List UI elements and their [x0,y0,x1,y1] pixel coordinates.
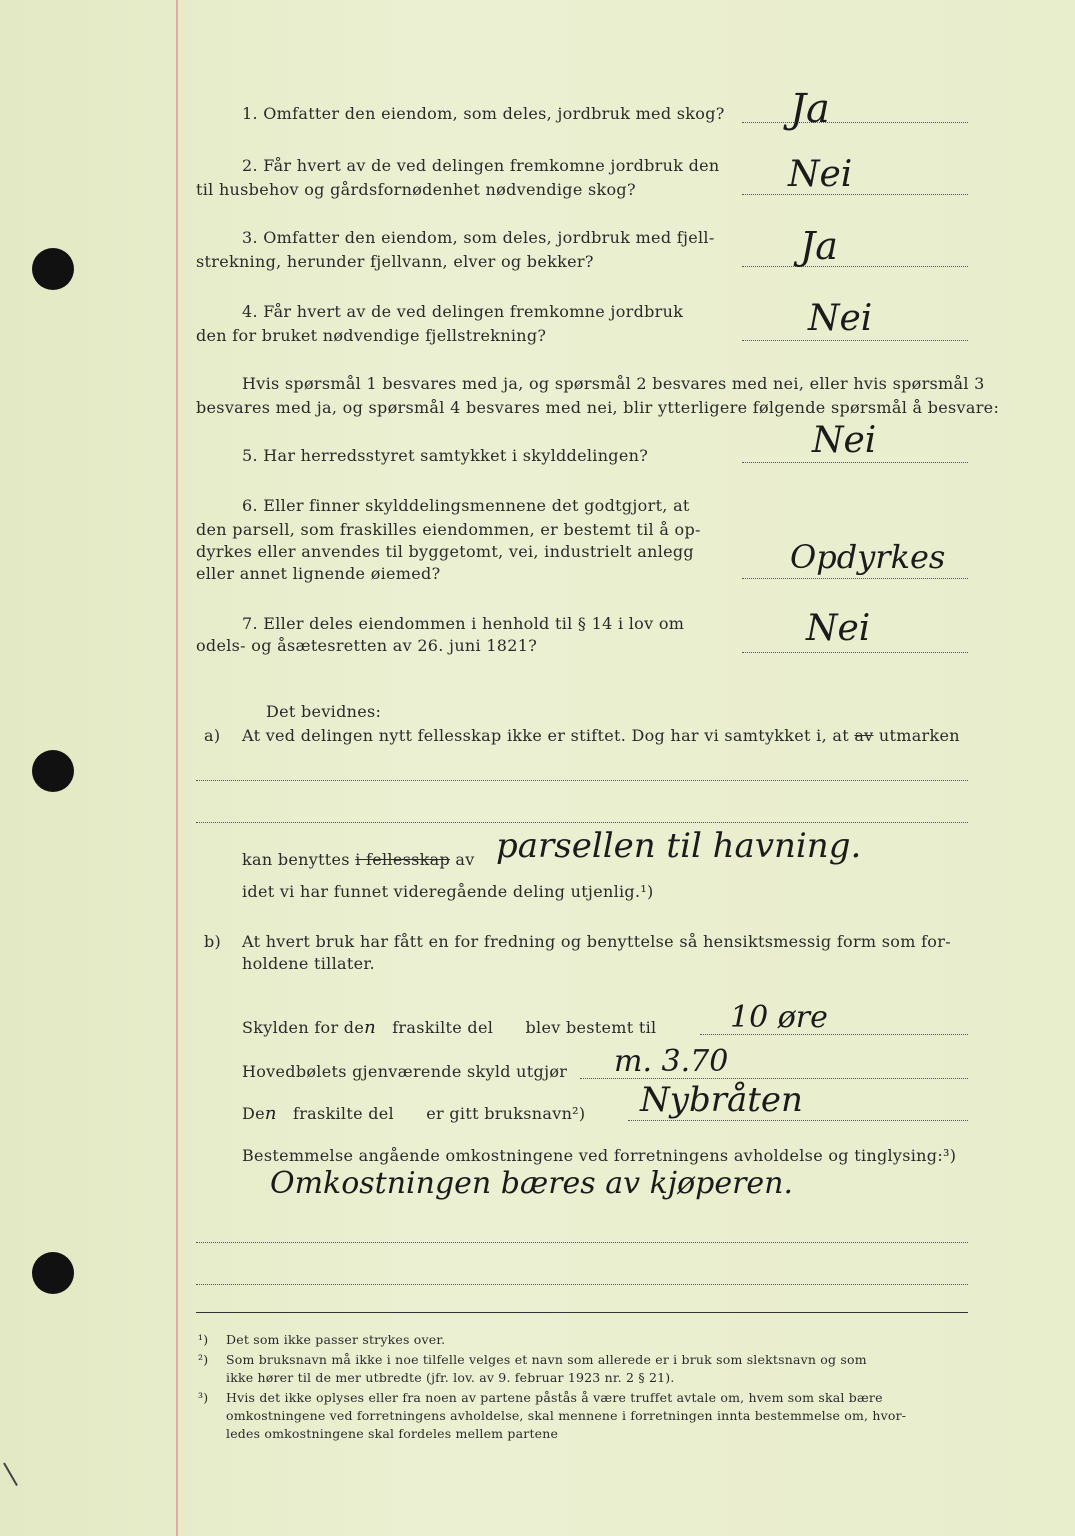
footnote-separator [196,1312,968,1313]
footnote-3-line-3: ledes omkostningene skal fordeles mellem partene [226,1426,559,1441]
handwritten-havning: parsellen til havning. [496,826,862,866]
answer-line-3 [742,266,968,267]
punch-hole-top [32,248,74,290]
question-7-line-2: odels- og åsætesretten av 26. juni 1821? [196,636,538,655]
answer-line-1 [742,122,968,123]
question-4-line-2: den for bruket nødvendige fjellstrekning? [196,326,547,345]
bruksnavn-line: Den fraskilte del er gitt bruksnavn²) [242,1103,586,1124]
answer-line-6 [742,578,968,579]
skyld-line: Skylden for den fraskilte del blev bestemt til [242,1017,657,1038]
question-6-line-3: dyrkes eller anvendes til byggetomt, vei, industrielt anlegg [196,542,694,561]
punch-hole-bottom [32,1252,74,1294]
answer-4: Nei [808,298,873,339]
idet-line: idet vi har funnet videregående deling utjenlig.¹) [242,882,654,901]
certification-heading: Det bevidnes: [266,702,382,721]
question-3-line-1: 3. Omfatter den eiendom, som deles, jordbruk med fjell- [242,228,715,247]
footnote-3-line-1: Hvis det ikke oplyses eller fra noen av partene påstås å være truffet avtale om, hvem som skal bære [226,1390,883,1405]
answer-line-4 [742,340,968,341]
cost-value: Omkostningen bæres av kjøperen. [270,1166,794,1201]
item-b-line-2: holdene tillater. [242,954,375,973]
answer-5: Nei [812,420,877,461]
answer-line-5 [742,462,968,463]
item-a-label: a) [204,726,221,745]
question-3-line-2: strekning, herunder fjellvann, elver og bekker? [196,252,594,271]
red-margin-line [176,0,178,1536]
skyld-value: 10 øre [730,1000,828,1035]
blank-line-a2 [196,822,968,823]
blank-line-cost-1 [196,1242,968,1243]
question-2-line-2: til husbehov og gårdsfornødenhet nødvendige skog? [196,180,636,199]
punch-hole-middle [32,750,74,792]
footnote-3-line-2: omkostningene ved forretningens avholdelse, skal mennene i forretningen innta bestemmelse om, hvor- [226,1408,907,1423]
answer-2: Nei [788,154,853,195]
struck-word: av [854,726,874,745]
bruksnavn-dots [628,1120,968,1121]
footnote-2-line-2: ikke hører til de mer utbredte (jfr. lov. av 9. februar 1923 nr. 2 § 21). [226,1370,675,1385]
page-mark [3,1463,18,1487]
question-5-text: 5. Har herredsstyret samtykket i skylddelingen? [242,446,649,465]
answer-7: Nei [806,608,871,649]
conditional-intro-line-1: Hvis spørsmål 1 besvares med ja, og spørsmål 2 besvares med nei, eller hvis spørsmål 3 [242,374,985,393]
footnote-2-line-1: Som bruksnavn må ikke i noe tilfelle velges et navn som allerede er i bruk som slektsnavn og som [226,1352,867,1367]
conditional-intro-line-2: besvares med ja, og spørsmål 4 besvares med nei, blir ytterligere følgende spørsmål å besvare: [196,398,1000,417]
blank-line-cost-2 [196,1284,968,1285]
cost-label: Bestemmelse angående omkostningene ved forretningens avholdelse og tinglysing:³) [242,1146,957,1165]
question-1-text: 1. Omfatter den eiendom, som deles, jordbruk med skog? [242,104,725,123]
answer-1: Ja [790,86,830,132]
item-b-label: b) [204,932,222,951]
question-4-line-1: 4. Får hvert av de ved delingen fremkomne jordbruk [242,302,684,321]
answer-line-2 [742,194,968,195]
question-7-line-1: 7. Eller deles eiendommen i henhold til § 14 i lov om [242,614,685,633]
item-b-line-1: At hvert bruk har fått en for fredning og benyttelse så hensiktsmessig form som for- [242,932,951,951]
hovedbol-label: Hovedbølets gjenværende skyld utgjør [242,1062,568,1081]
footnote-1-text: Det som ikke passer strykes over. [226,1332,446,1347]
kan-benyttes-line: kan benyttes i fellesskap av [242,850,475,869]
question-6-line-1: 6. Eller finner skylddelingsmennene det godtgjort, at [242,496,690,515]
question-6-line-4: eller annet lignende øiemed? [196,564,441,583]
footnote-1-mark: ¹) [198,1332,209,1347]
footnote-3-mark: ³) [198,1390,209,1405]
blank-line-a1 [196,780,968,781]
question-6-line-2: den parsell, som fraskilles eiendommen, er bestemt til å op- [196,520,701,539]
answer-6: Opdyrkes [790,538,946,576]
bruksnavn-value: Nybråten [640,1080,803,1120]
footnote-2-mark: ²) [198,1352,209,1367]
answer-line-7 [742,652,968,653]
answer-3: Ja [800,224,838,268]
question-2-line-1: 2. Får hvert av de ved delingen fremkomne jordbruk den [242,156,720,175]
item-a-text: At ved delingen nytt fellesskap ikke er stiftet. Dog har vi samtykket i, at av utmarken [242,726,960,745]
struck-fellesskap: i fellesskap [355,850,451,869]
hovedbol-value: m. 3.70 [614,1044,729,1079]
